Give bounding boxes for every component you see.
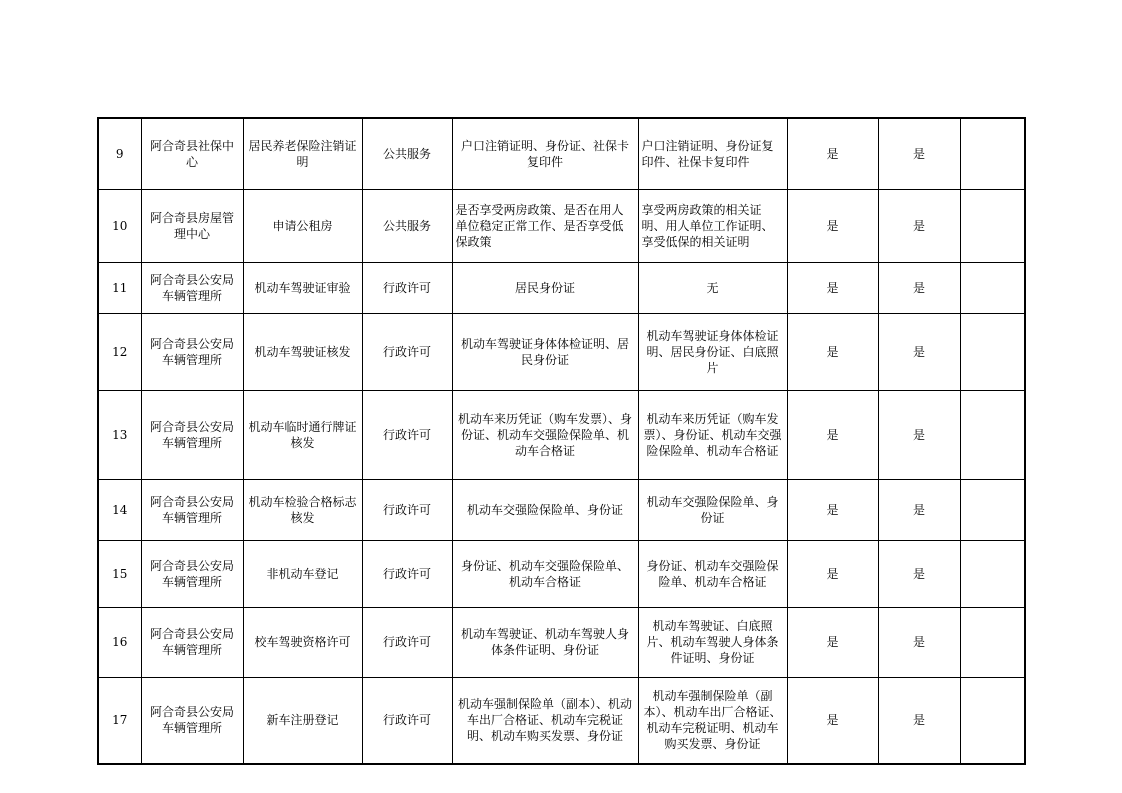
row-number: 11	[98, 262, 141, 313]
department: 阿合奇县公安局车辆管理所	[141, 540, 243, 607]
services-table	[97, 117, 1026, 765]
category: 行政许可	[362, 262, 452, 313]
flag-two: 是	[878, 607, 960, 677]
remark	[960, 390, 1025, 479]
flag-two: 是	[878, 479, 960, 540]
department: 阿合奇县社保中心	[141, 118, 243, 189]
flag-one: 是	[787, 479, 878, 540]
required-documents: 机动车交强险保险单、身份证	[452, 479, 638, 540]
flag-one: 是	[787, 607, 878, 677]
category: 行政许可	[362, 313, 452, 390]
table-row	[98, 479, 1025, 540]
table-row	[98, 118, 1025, 189]
table-row	[98, 390, 1025, 479]
required-documents: 机动车强制保险单（副本）、机动车出厂合格证、机动车完税证明、机动车购买发票、身份证	[452, 677, 638, 764]
flag-one: 是	[787, 390, 878, 479]
service-item: 机动车临时通行牌证核发	[243, 390, 362, 479]
table-row	[98, 540, 1025, 607]
row-number: 10	[98, 189, 141, 262]
row-number: 14	[98, 479, 141, 540]
reduced-documents: 机动车来历凭证（购车发票）、身份证、机动车交强险保险单、机动车合格证	[638, 390, 787, 479]
remark	[960, 313, 1025, 390]
category: 行政许可	[362, 607, 452, 677]
department: 阿合奇县房屋管理中心	[141, 189, 243, 262]
row-number: 17	[98, 677, 141, 764]
row-number: 12	[98, 313, 141, 390]
reduced-documents: 户口注销证明、身份证复印件、社保卡复印件	[638, 118, 787, 189]
remark	[960, 189, 1025, 262]
required-documents: 机动车驾驶证身体体检证明、居民身份证	[452, 313, 638, 390]
required-documents: 身份证、机动车交强险保险单、机动车合格证	[452, 540, 638, 607]
table-row	[98, 607, 1025, 677]
flag-one: 是	[787, 118, 878, 189]
remark	[960, 479, 1025, 540]
reduced-documents: 机动车驾驶证、白底照片、机动车驾驶人身体条件证明、身份证	[638, 607, 787, 677]
reduced-documents: 机动车交强险保险单、身份证	[638, 479, 787, 540]
flag-one: 是	[787, 189, 878, 262]
service-item: 申请公租房	[243, 189, 362, 262]
flag-two: 是	[878, 262, 960, 313]
department: 阿合奇县公安局车辆管理所	[141, 479, 243, 540]
category: 行政许可	[362, 677, 452, 764]
flag-one: 是	[787, 677, 878, 764]
service-item: 机动车检验合格标志核发	[243, 479, 362, 540]
reduced-documents: 享受两房政策的相关证明、用人单位工作证明、享受低保的相关证明	[638, 189, 787, 262]
row-number: 13	[98, 390, 141, 479]
service-item: 机动车驾驶证核发	[243, 313, 362, 390]
required-documents: 机动车来历凭证（购车发票）、身份证、机动车交强险保险单、机动车合格证	[452, 390, 638, 479]
flag-one: 是	[787, 262, 878, 313]
flag-one: 是	[787, 540, 878, 607]
reduced-documents: 无	[638, 262, 787, 313]
flag-two: 是	[878, 540, 960, 607]
category: 公共服务	[362, 118, 452, 189]
service-item: 机动车驾驶证审验	[243, 262, 362, 313]
row-number: 15	[98, 540, 141, 607]
service-item: 校车驾驶资格许可	[243, 607, 362, 677]
required-documents: 户口注销证明、身份证、社保卡复印件	[452, 118, 638, 189]
flag-two: 是	[878, 313, 960, 390]
category: 行政许可	[362, 390, 452, 479]
table-row	[98, 189, 1025, 262]
remark	[960, 607, 1025, 677]
service-item: 新车注册登记	[243, 677, 362, 764]
category: 行政许可	[362, 540, 452, 607]
row-number: 9	[98, 118, 141, 189]
department: 阿合奇县公安局车辆管理所	[141, 262, 243, 313]
category: 公共服务	[362, 189, 452, 262]
remark	[960, 118, 1025, 189]
remark	[960, 262, 1025, 313]
table-row	[98, 313, 1025, 390]
required-documents: 机动车驾驶证、机动车驾驶人身体条件证明、身份证	[452, 607, 638, 677]
required-documents: 是否享受两房政策、是否在用人单位稳定正常工作、是否享受低保政策	[452, 189, 638, 262]
flag-two: 是	[878, 677, 960, 764]
category: 行政许可	[362, 479, 452, 540]
department: 阿合奇县公安局车辆管理所	[141, 313, 243, 390]
remark	[960, 677, 1025, 764]
reduced-documents: 机动车强制保险单（副本）、机动车出厂合格证、机动车完税证明、机动车购买发票、身份证	[638, 677, 787, 764]
flag-two: 是	[878, 390, 960, 479]
department: 阿合奇县公安局车辆管理所	[141, 390, 243, 479]
service-item: 非机动车登记	[243, 540, 362, 607]
service-item: 居民养老保险注销证明	[243, 118, 362, 189]
reduced-documents: 机动车驾驶证身体体检证明、居民身份证、白底照片	[638, 313, 787, 390]
flag-one: 是	[787, 313, 878, 390]
required-documents: 居民身份证	[452, 262, 638, 313]
row-number: 16	[98, 607, 141, 677]
department: 阿合奇县公安局车辆管理所	[141, 677, 243, 764]
flag-two: 是	[878, 189, 960, 262]
flag-two: 是	[878, 118, 960, 189]
reduced-documents: 身份证、机动车交强险保险单、机动车合格证	[638, 540, 787, 607]
table-row	[98, 262, 1025, 313]
remark	[960, 540, 1025, 607]
table-row	[98, 677, 1025, 764]
department: 阿合奇县公安局车辆管理所	[141, 607, 243, 677]
